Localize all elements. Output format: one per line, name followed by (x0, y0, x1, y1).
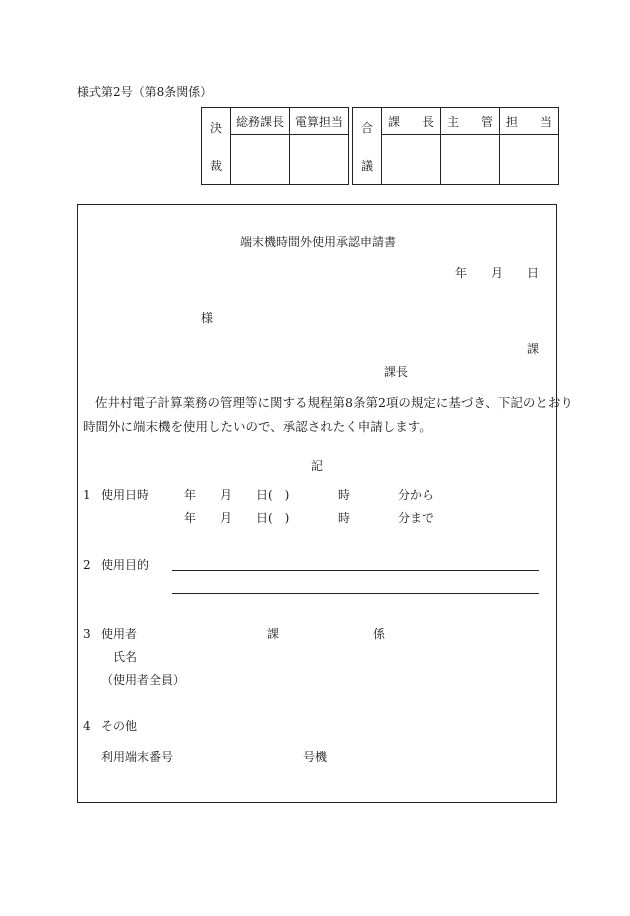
terminal-number-label: 利用端末番号 (101, 750, 174, 764)
header-kacho-left: 課 (388, 114, 401, 129)
item3-number: 3 (83, 627, 91, 641)
item3-name-note: （使用者全員） (101, 673, 186, 687)
date-month-label: 月 (491, 266, 504, 280)
header-kacho-right: 長 (421, 114, 434, 129)
item1-row2-hour: 時 (338, 511, 351, 525)
stamp-cell-kacho[interactable] (382, 135, 441, 185)
item3-kakari-label: 係 (373, 627, 386, 641)
gougi-char-2: 議 (360, 158, 373, 173)
item1-row2-minute: 分まで (398, 511, 435, 525)
addressee-suffix: 様 (201, 311, 214, 325)
item1-label: 使用日時 (101, 488, 150, 502)
purpose-line-1[interactable] (172, 570, 539, 571)
stamp-cell-shukan[interactable] (441, 135, 500, 185)
gougi-label-cell (353, 108, 382, 185)
item1-row1-year: 年 (184, 488, 197, 502)
item3-label: 使用者 (101, 627, 138, 641)
item1-row1-minute: 分から (398, 488, 435, 502)
item3-name-label: 氏名 (113, 650, 138, 664)
header-shukan (441, 108, 500, 135)
applicant-dept-label: 課 (527, 342, 540, 356)
approval-table (201, 107, 559, 185)
form-number: 様式第2号（第8条関係） (77, 85, 213, 99)
item1-number: 1 (83, 488, 91, 502)
applicant-title: 課長 (384, 365, 409, 379)
header-shukan-right: 管 (480, 114, 493, 129)
item2-number: 2 (83, 558, 91, 572)
item1-row1-hour: 時 (338, 488, 351, 502)
body-text-line-2: 時間外に端末機を使用したいので、承認されたく申請します。 (83, 419, 432, 434)
document-title: 端末機時間外使用承認申請書 (240, 235, 397, 249)
kessai-label-cell (202, 108, 231, 185)
header-shukan-left: 主 (447, 114, 460, 129)
item1-row2-month: 月 (220, 511, 233, 525)
header-somu-kacho: 総務課長 (231, 108, 290, 135)
item4-number: 4 (83, 719, 91, 733)
purpose-line-2[interactable] (172, 593, 539, 594)
item1-row2-day: 日( ) (256, 511, 290, 525)
stamp-cell-densan-tanto[interactable] (290, 135, 349, 185)
date-day-label: 日 (527, 266, 540, 280)
ki-heading: 記 (311, 459, 324, 473)
item3-ka-label: 課 (267, 627, 280, 641)
stamp-cell-tanto[interactable] (500, 135, 559, 185)
gougi-char-1: 合 (360, 120, 373, 135)
kessai-char-1: 決 (209, 120, 222, 135)
item1-row1-day: 日( ) (256, 488, 290, 502)
header-tanto (500, 108, 559, 135)
header-tanto-right: 当 (539, 114, 552, 129)
item1-row1-month: 月 (220, 488, 233, 502)
header-kacho (382, 108, 441, 135)
item2-label: 使用目的 (101, 558, 150, 572)
item1-row2-year: 年 (184, 511, 197, 525)
stamp-cell-somu-kacho[interactable] (231, 135, 290, 185)
header-densan-tanto: 電算担当 (290, 108, 349, 135)
terminal-unit-label: 号機 (303, 750, 328, 764)
header-tanto-left: 担 (506, 114, 519, 129)
kessai-char-2: 裁 (209, 158, 222, 173)
item4-label: その他 (101, 719, 138, 733)
application-form-frame (77, 204, 557, 803)
body-text-line-1: 佐井村電子計算業務の管理等に関する規程第8条第2項の規定に基づき、下記のとおり (95, 395, 573, 410)
date-year-label: 年 (455, 266, 468, 280)
